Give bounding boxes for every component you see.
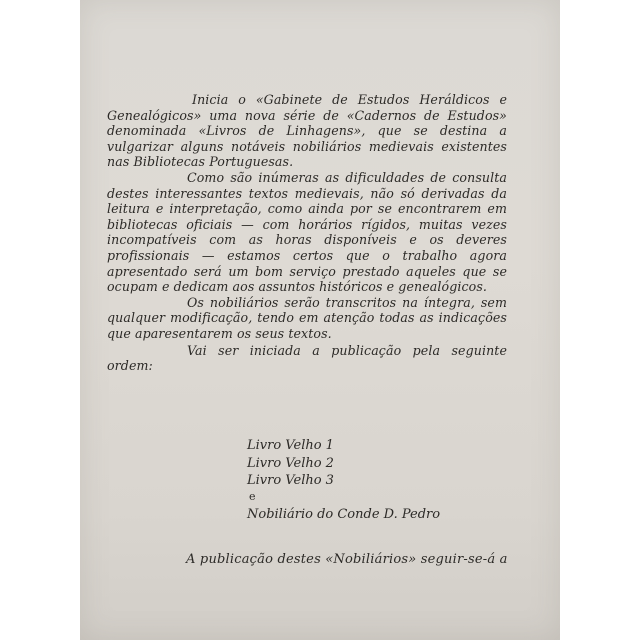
list-item: Livro Velho 3 xyxy=(247,473,334,488)
footer-line: A publicação destes «Nobiliários» seguir-se-á a xyxy=(186,552,508,567)
list-item: Nobiliário do Conde D. Pedro xyxy=(247,506,441,522)
list-item: Livro Velho 2 xyxy=(247,455,334,471)
paragraph-difficulties: Como são inúmeras as dificuldades de consulta destes interessantes textos medievais, não só derivadas da leitura e interpretação, como ainda por se encontrarem em bibliotecas oficiais — com horários rígidos, muitas vezes incompatíveis com as horas disponíveis e os deveres profissionais — estamos certos que o trabalho agora apresentado será um bom serviço prestado aqueles que se ocupam e dedicam aos assuntos históricos e genealógicos. xyxy=(107,169,507,295)
publication-list xyxy=(247,437,440,523)
list-item: Livro Velho 1 xyxy=(247,438,334,453)
paragraph-intro: Inicia o «Gabinete de Estudos Heráldicos e Genealógicos» uma nova série de «Cadernos de Estudos» denominada «Livros de Linhagens», que se destina a vulgarizar alguns notáveis nobiliários medievais existentes nas Bibliotecas Portuguesas. xyxy=(107,92,507,170)
paragraph-order: Vai ser iniciada a publicação pela seguinte ordem: xyxy=(107,342,507,374)
paragraph-transcription: Os nobiliários serão transcritos na íntegra, sem qualquer modificação, tendo em atenção todas as indicações que aparesentarem os seus textos. xyxy=(107,294,507,341)
intro-text xyxy=(107,92,507,374)
list-conjunction: e xyxy=(249,489,256,503)
